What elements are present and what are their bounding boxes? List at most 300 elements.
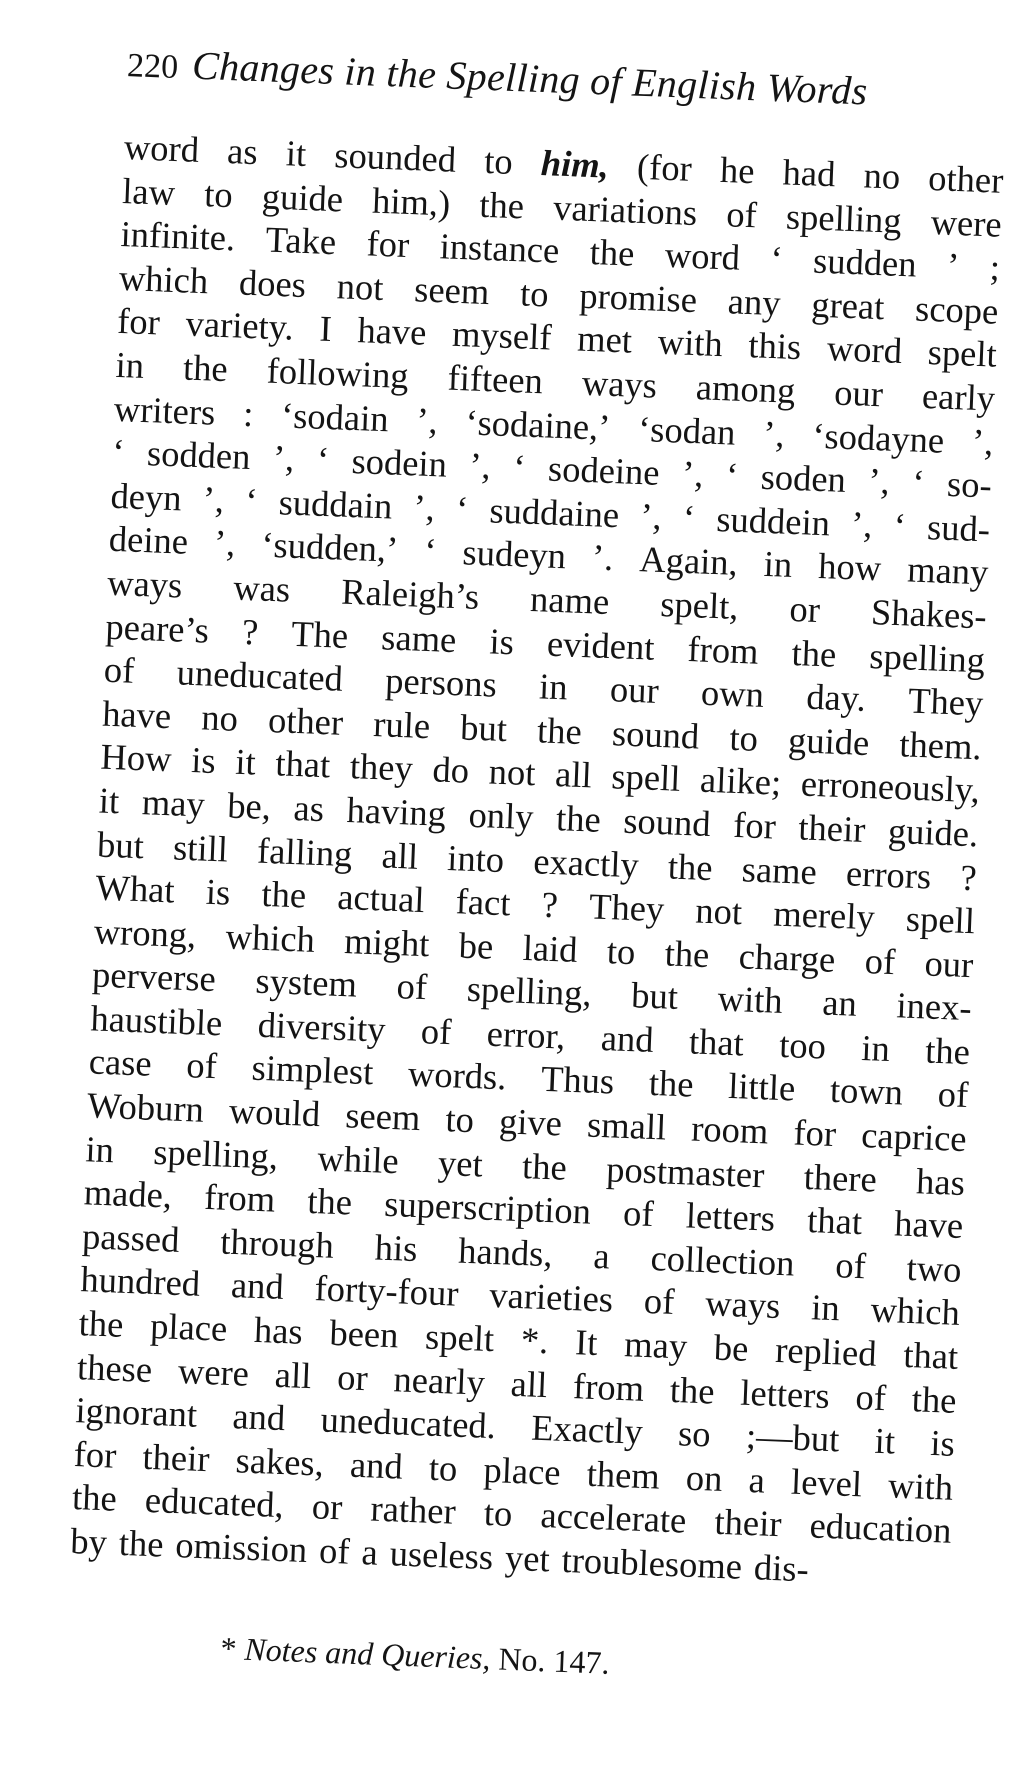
word: in xyxy=(810,1286,841,1329)
word: so xyxy=(677,1412,712,1455)
word: the xyxy=(71,1476,118,1520)
word: is xyxy=(205,870,232,913)
word: these xyxy=(76,1345,153,1390)
word: the xyxy=(306,1180,353,1223)
word: other xyxy=(927,156,1005,201)
word: same xyxy=(741,847,818,892)
word: that xyxy=(274,742,332,786)
word: spelt, xyxy=(659,582,740,627)
word: ‘ xyxy=(316,438,330,481)
word: for xyxy=(732,803,777,847)
word: seem xyxy=(344,1094,422,1139)
word: level xyxy=(790,1460,863,1505)
emphasis-word: him, xyxy=(540,142,610,186)
word: ’, xyxy=(762,412,786,455)
word: he xyxy=(719,148,756,192)
word: this xyxy=(747,324,803,368)
word: it xyxy=(234,741,257,783)
word: Raleigh’s xyxy=(340,570,480,617)
word: it xyxy=(873,1420,896,1462)
word: the xyxy=(648,1062,695,1106)
word: variations xyxy=(552,186,698,233)
word: ’, xyxy=(867,460,891,502)
word: dis- xyxy=(753,1546,810,1590)
word: had xyxy=(781,151,837,195)
word: which xyxy=(118,256,209,302)
word: of xyxy=(318,1529,351,1572)
word: : xyxy=(242,392,255,434)
word: met xyxy=(576,317,633,362)
word: exactly xyxy=(532,839,640,885)
word: The xyxy=(290,612,350,656)
word: ’, xyxy=(415,399,439,441)
word: them xyxy=(586,1452,661,1497)
word: words. xyxy=(407,1053,508,1098)
word: diversity xyxy=(257,1003,387,1050)
word: suddain xyxy=(278,480,394,527)
word: their xyxy=(141,1435,211,1480)
word: rather xyxy=(369,1487,457,1533)
word: guide. xyxy=(887,809,979,855)
word: with xyxy=(716,977,784,1022)
word: troublesome xyxy=(560,1538,743,1587)
word: sound xyxy=(622,799,712,844)
word: of xyxy=(103,648,136,691)
word: spelt xyxy=(927,331,998,376)
word: how xyxy=(817,545,882,589)
word: or xyxy=(311,1485,344,1528)
word: ’, xyxy=(639,494,663,537)
word: sakes, xyxy=(234,1439,325,1484)
word: to xyxy=(483,1492,514,1535)
word: ‘ xyxy=(455,487,470,530)
word: omission xyxy=(174,1524,309,1571)
word: What xyxy=(94,866,176,911)
word: all xyxy=(274,1353,313,1396)
word: in xyxy=(538,665,569,708)
word: were xyxy=(930,200,1003,245)
word: little xyxy=(727,1065,797,1109)
word: to xyxy=(428,1446,459,1489)
word: in xyxy=(860,1026,891,1069)
word: haustible xyxy=(89,997,224,1044)
word: be, xyxy=(226,784,272,828)
word: word xyxy=(826,327,903,372)
word: ‘sodaine,’ xyxy=(464,400,612,448)
word: wrong, xyxy=(93,910,198,956)
word: a xyxy=(360,1531,379,1573)
word: ;—but xyxy=(745,1415,841,1460)
word: give xyxy=(498,1100,563,1144)
word: there xyxy=(803,1155,878,1200)
word: room xyxy=(690,1107,770,1152)
word: in xyxy=(114,343,145,386)
word: uneducated. xyxy=(319,1398,497,1447)
word: ways xyxy=(704,1282,782,1327)
word: guide xyxy=(787,718,871,763)
word: having xyxy=(345,788,447,834)
word: by xyxy=(69,1520,108,1563)
word: evident xyxy=(546,622,656,668)
word: the xyxy=(664,932,711,975)
word: the xyxy=(78,1302,125,1345)
word: education xyxy=(808,1504,953,1552)
word: to xyxy=(444,1098,475,1141)
word: useless xyxy=(389,1532,494,1578)
word: name xyxy=(529,577,611,622)
word: ‘ xyxy=(244,479,259,522)
word: sud- xyxy=(926,505,991,550)
word: the xyxy=(924,1029,971,1073)
word: would xyxy=(228,1089,322,1135)
word: case xyxy=(88,1040,153,1085)
word: might xyxy=(343,919,431,965)
word: uneducated xyxy=(176,651,344,699)
word: deyn xyxy=(109,474,183,519)
word: of xyxy=(622,1192,655,1235)
word: falling xyxy=(256,829,354,874)
word: Again, xyxy=(638,538,739,584)
word: spell xyxy=(905,897,976,942)
word: from xyxy=(572,1364,645,1409)
word: guide xyxy=(261,174,344,220)
word: passed xyxy=(81,1215,181,1260)
word: myself xyxy=(451,313,553,358)
word: no xyxy=(200,696,239,739)
word: has xyxy=(253,1308,304,1352)
word: the xyxy=(260,872,307,916)
word: not xyxy=(694,889,743,933)
word: error, xyxy=(486,1012,567,1057)
word: sudden xyxy=(812,239,918,285)
word: system xyxy=(254,959,358,1005)
word: of xyxy=(864,939,897,982)
word: among xyxy=(695,366,797,411)
word: to xyxy=(728,716,759,759)
word: place xyxy=(482,1448,562,1493)
word: law xyxy=(121,169,176,213)
word: was xyxy=(232,566,291,610)
word: collection xyxy=(649,1236,796,1284)
word: but xyxy=(459,706,508,749)
word: not xyxy=(336,265,385,308)
word: persons xyxy=(384,659,498,705)
word: and xyxy=(230,1264,285,1308)
word: their xyxy=(797,806,867,850)
word: sodeine xyxy=(547,447,661,493)
word: ; xyxy=(989,246,1001,288)
word: our xyxy=(609,668,660,712)
word: promise xyxy=(578,274,698,320)
word: spelt xyxy=(424,1315,495,1360)
word: their xyxy=(713,1501,783,1545)
word: for xyxy=(73,1432,118,1476)
word: that xyxy=(902,1333,959,1377)
word: many xyxy=(906,548,990,593)
word: spell xyxy=(610,755,682,800)
word: spelling xyxy=(785,195,903,241)
word: merely xyxy=(772,892,876,938)
word: sudeyn xyxy=(461,531,567,577)
word: not xyxy=(488,750,537,794)
word: were xyxy=(177,1349,250,1394)
word: do xyxy=(431,748,470,792)
word: sound xyxy=(611,711,701,757)
word: ’, xyxy=(850,502,874,545)
word: which xyxy=(869,1288,961,1334)
word: that xyxy=(806,1199,863,1243)
chapter-title: Changes in the Spelling of English Words xyxy=(191,42,869,114)
word: alike; xyxy=(699,758,782,804)
word: scope xyxy=(914,287,1000,332)
word: ? xyxy=(959,856,978,898)
word: educated, xyxy=(144,1479,285,1526)
word: place xyxy=(149,1304,229,1349)
word: been xyxy=(328,1311,400,1356)
word: of xyxy=(395,965,428,1008)
footnote-number: No. 147. xyxy=(497,1640,611,1681)
word: the xyxy=(790,631,838,675)
word: an xyxy=(821,981,858,1025)
word: seem xyxy=(413,268,491,312)
word: they xyxy=(349,745,414,789)
word: or xyxy=(788,587,821,631)
word: sodein xyxy=(350,440,448,485)
word: all xyxy=(380,833,419,877)
footnote-source: Notes and Queries, xyxy=(243,1630,492,1677)
word: the xyxy=(118,1521,165,1565)
word: with xyxy=(657,321,724,365)
word: the xyxy=(478,183,525,227)
word: ‘ xyxy=(111,430,126,473)
word: made, xyxy=(83,1171,173,1216)
word: ‘ xyxy=(769,238,784,280)
word: rule xyxy=(372,702,431,746)
word: superscription xyxy=(383,1183,592,1232)
word: is xyxy=(488,619,515,662)
word: ignorant xyxy=(74,1389,198,1435)
word: for xyxy=(792,1111,837,1155)
word: of xyxy=(725,192,758,235)
word: *. xyxy=(520,1319,550,1362)
word: ‘ xyxy=(423,530,438,572)
word: may xyxy=(623,1323,688,1367)
word: of xyxy=(854,1375,887,1418)
word: but xyxy=(96,823,145,866)
word: town xyxy=(829,1069,904,1114)
word: How xyxy=(99,735,173,780)
word: still xyxy=(172,825,229,870)
word: soden xyxy=(760,455,847,501)
word: of xyxy=(420,1009,453,1053)
word: Exactly xyxy=(530,1406,644,1453)
word: ‘ xyxy=(892,504,907,547)
word: to xyxy=(483,139,514,182)
word: word xyxy=(123,126,200,170)
word: inex- xyxy=(895,984,973,1029)
word: our xyxy=(923,942,975,985)
word: postmaster xyxy=(605,1147,766,1196)
word: ways xyxy=(581,361,658,406)
word: is xyxy=(929,1422,956,1465)
word: does xyxy=(238,261,307,305)
page-number: 220 xyxy=(126,47,179,87)
word: instance xyxy=(438,225,561,271)
word: ‘ xyxy=(725,454,739,496)
word: laid xyxy=(522,926,579,970)
word: perverse xyxy=(91,953,217,1000)
word: ‘sodan xyxy=(637,407,737,453)
word: have xyxy=(101,692,172,736)
word: early xyxy=(921,374,996,419)
word: have xyxy=(356,309,428,354)
word: of xyxy=(937,1073,969,1116)
word: word xyxy=(664,234,741,278)
word: own xyxy=(700,671,765,716)
word: other xyxy=(267,698,344,743)
word: hundred xyxy=(79,1258,201,1305)
word: Take xyxy=(264,218,337,263)
word: with xyxy=(887,1464,954,1508)
word: the xyxy=(182,346,229,390)
word: ‘sudden,’ xyxy=(260,523,400,571)
word: of xyxy=(834,1244,867,1287)
word: Thus xyxy=(540,1058,615,1102)
word: spelling, xyxy=(152,1130,279,1177)
word: that xyxy=(688,1020,745,1064)
word: the xyxy=(589,231,636,274)
word: following xyxy=(266,349,410,397)
word: be xyxy=(458,924,495,967)
word: day. xyxy=(805,675,867,720)
word: ’. xyxy=(591,536,615,579)
word: They xyxy=(907,679,985,724)
word: through xyxy=(219,1220,335,1266)
word: yet xyxy=(437,1141,484,1185)
word: in xyxy=(763,543,794,586)
word: but xyxy=(630,974,679,1018)
word: the xyxy=(555,797,602,840)
word: sounded xyxy=(333,134,457,180)
word: is xyxy=(190,739,217,782)
word: of xyxy=(643,1280,676,1323)
word: deine xyxy=(108,518,189,563)
word: has xyxy=(915,1159,966,1203)
word: our xyxy=(833,371,884,415)
word: them. xyxy=(898,722,983,768)
word: all xyxy=(554,753,593,796)
word: ’ xyxy=(946,244,961,287)
word: yet xyxy=(504,1536,551,1580)
word: and xyxy=(349,1443,404,1487)
word: have xyxy=(893,1202,964,1247)
word: it xyxy=(98,779,121,822)
word: as xyxy=(292,786,325,830)
word: suddein xyxy=(715,497,831,544)
word: ? xyxy=(540,883,559,926)
running-head xyxy=(126,33,1018,127)
word: the xyxy=(669,1368,716,1412)
word: ’, xyxy=(971,420,995,463)
word: him,) xyxy=(371,179,452,224)
word: any xyxy=(727,280,782,324)
word: writers xyxy=(113,387,217,433)
word: as xyxy=(226,130,259,173)
word: into xyxy=(446,836,505,880)
word: no xyxy=(862,154,901,197)
footnote xyxy=(220,1625,821,1694)
word: ’, xyxy=(412,486,436,528)
word: the xyxy=(911,1377,958,1421)
word: two xyxy=(906,1246,963,1290)
word: great xyxy=(810,283,886,328)
word: may xyxy=(141,781,206,825)
word: or xyxy=(336,1355,369,1398)
word: a xyxy=(592,1234,611,1277)
word: so- xyxy=(946,463,993,506)
word: too xyxy=(778,1023,827,1067)
word: which xyxy=(224,915,316,960)
word: it xyxy=(285,132,308,175)
word: from xyxy=(203,1176,276,1220)
word: and xyxy=(231,1395,287,1439)
word: ’, xyxy=(468,444,492,487)
word: while xyxy=(316,1136,400,1181)
word: (for xyxy=(636,145,693,189)
word: varieties xyxy=(488,1274,614,1321)
word: ’, xyxy=(681,452,705,495)
word: from xyxy=(686,627,760,672)
word: It xyxy=(574,1321,599,1364)
word: to xyxy=(519,272,550,315)
word: small xyxy=(586,1103,667,1148)
word: I xyxy=(318,308,333,350)
word: in xyxy=(84,1127,115,1171)
word: ways xyxy=(106,561,184,606)
word: erroneously, xyxy=(800,762,981,811)
word: ‘ xyxy=(911,461,926,504)
word: the xyxy=(667,844,714,888)
word: Woburn xyxy=(86,1084,205,1130)
word: ‘ xyxy=(512,446,527,488)
word: ‘sodayne xyxy=(811,414,945,461)
word: letters xyxy=(739,1371,831,1416)
word: They xyxy=(588,885,666,930)
word: nearly xyxy=(392,1357,486,1403)
word: be xyxy=(713,1326,750,1369)
word: ’, xyxy=(202,478,225,520)
word: accelerate xyxy=(539,1494,688,1542)
word: ’, xyxy=(272,437,296,479)
word: suddaine xyxy=(488,489,621,536)
word: caprice xyxy=(860,1114,968,1160)
word: ? xyxy=(241,610,260,653)
word: to xyxy=(606,929,637,972)
word: charge xyxy=(738,934,837,980)
word: hands, xyxy=(457,1229,554,1275)
word: errors xyxy=(845,851,932,897)
word: simplest xyxy=(250,1047,375,1093)
word: his xyxy=(374,1226,419,1269)
word: for xyxy=(116,300,161,343)
word: all xyxy=(509,1362,548,1405)
word: on xyxy=(685,1456,724,1499)
word: spelling xyxy=(868,634,986,680)
word: for xyxy=(365,222,411,266)
word: replied xyxy=(774,1328,878,1374)
word: ‘ xyxy=(682,496,696,538)
word: to xyxy=(203,172,234,215)
